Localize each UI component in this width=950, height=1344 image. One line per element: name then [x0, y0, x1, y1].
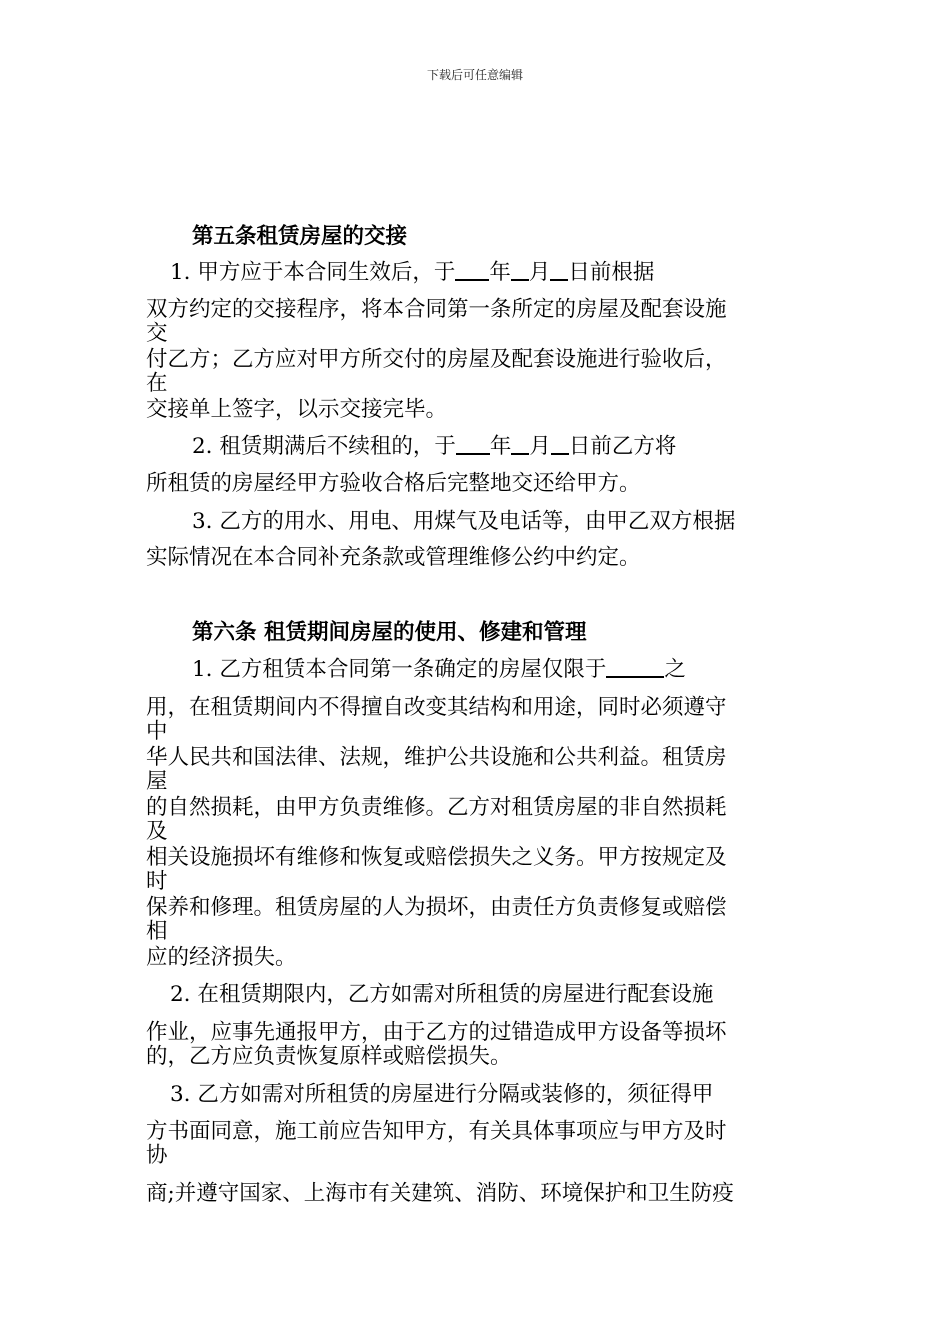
s5-item1-line1 — [170, 261, 654, 285]
blank-year — [455, 261, 489, 281]
s6-item3-line3: 协 — [146, 1143, 168, 1168]
s5-item2-line1 — [192, 435, 676, 459]
s5-item1-line2: 双方约定的交接程序，将本合同第一条所定的房屋及配套设施 — [146, 297, 727, 322]
blank-purpose — [606, 658, 664, 678]
s5-item1-line4: 付乙方；乙方应对甲方所交付的房屋及配套设施进行验收后， — [146, 347, 727, 372]
text: 月 — [528, 260, 551, 285]
s5-item1-line6: 交接单上签字，以示交接完毕。 — [146, 397, 448, 422]
s6-item1-line1 — [192, 658, 686, 682]
s6-item1-line11: 相 — [146, 919, 168, 944]
s6-item1-line3: 中 — [146, 719, 168, 744]
blank-day — [551, 435, 569, 455]
s6-item1-line4: 华人民共和国法律、法规，维护公共设施和公共利益。租赁房 — [146, 745, 727, 770]
s6-item1-line7: 及 — [146, 819, 168, 844]
s6-item1-line10: 保养和修理。租赁房屋的人为损坏，由责任方负责修复或赔偿 — [146, 895, 727, 920]
blank-month — [511, 435, 529, 455]
text: 之 — [664, 657, 686, 682]
s6-item3-line2: 方书面同意，施工前应告知甲方，有关具体事项应与甲方及时 — [146, 1119, 727, 1144]
s6-item1-line12: 应的经济损失。 — [146, 945, 297, 970]
section-5-title: 第五条租赁房屋的交接 — [192, 224, 408, 249]
text: 1. 乙方租赁本合同第一条确定的房屋仅限于 — [192, 657, 607, 682]
text: 年 — [489, 260, 511, 285]
text: 年 — [489, 434, 512, 459]
s5-item2-line2: 所租赁的房屋经甲方验收合格后完整地交还给甲方。 — [146, 471, 641, 496]
s5-item1-line5: 在 — [146, 371, 168, 396]
blank-day — [550, 261, 568, 281]
s6-item2-line1: 2. 在租赁期限内，乙方如需对所租赁的房屋进行配套设施 — [170, 982, 714, 1007]
blank-year — [456, 435, 490, 455]
s5-item3-line2: 实际情况在本合同补充条款或管理维修公约中约定。 — [146, 545, 641, 570]
s6-item1-line2: 用，在租赁期间内不得擅自改变其结构和用途，同时必须遵守 — [146, 695, 727, 720]
s5-item3-line1: 3. 乙方的用水、用电、用煤气及电话等，由甲乙双方根据 — [192, 509, 736, 534]
s6-item1-line5: 屋 — [146, 769, 168, 794]
section-6-title: 第六条 租赁期间房屋的使用、修建和管理 — [192, 620, 587, 645]
page-header: 下载后可任意编辑 — [426, 68, 523, 82]
text: 2. 租赁期满后不续租的，于 — [192, 434, 456, 459]
text: 月 — [529, 434, 551, 459]
blank-month — [511, 261, 529, 281]
s6-item2-line3: 的，乙方应负责恢复原样或赔偿损失。 — [146, 1044, 512, 1069]
s6-item2-line2: 作业，应事先通报甲方，由于乙方的过错造成甲方设备等损坏 — [146, 1020, 727, 1045]
text: 日前根据 — [568, 260, 655, 285]
text: 1. 甲方应于本合同生效后，于 — [170, 260, 456, 285]
s5-item1-line3: 交 — [146, 321, 168, 346]
s6-item3-line1: 3. 乙方如需对所租赁的房屋进行分隔或装修的，须征得甲 — [170, 1082, 714, 1107]
s6-item1-line6: 的自然损耗，由甲方负责维修。乙方对租赁房屋的非自然损耗 — [146, 795, 727, 820]
s6-item1-line9: 时 — [146, 869, 168, 894]
s6-item1-line8: 相关设施损坏有维修和恢复或赔偿损失之义务。甲方按规定及 — [146, 845, 727, 870]
text: 日前乙方将 — [568, 434, 677, 459]
s6-item3-line4: 商;并遵守国家、上海市有关建筑、消防、环境保护和卫生防疫 — [146, 1181, 734, 1206]
